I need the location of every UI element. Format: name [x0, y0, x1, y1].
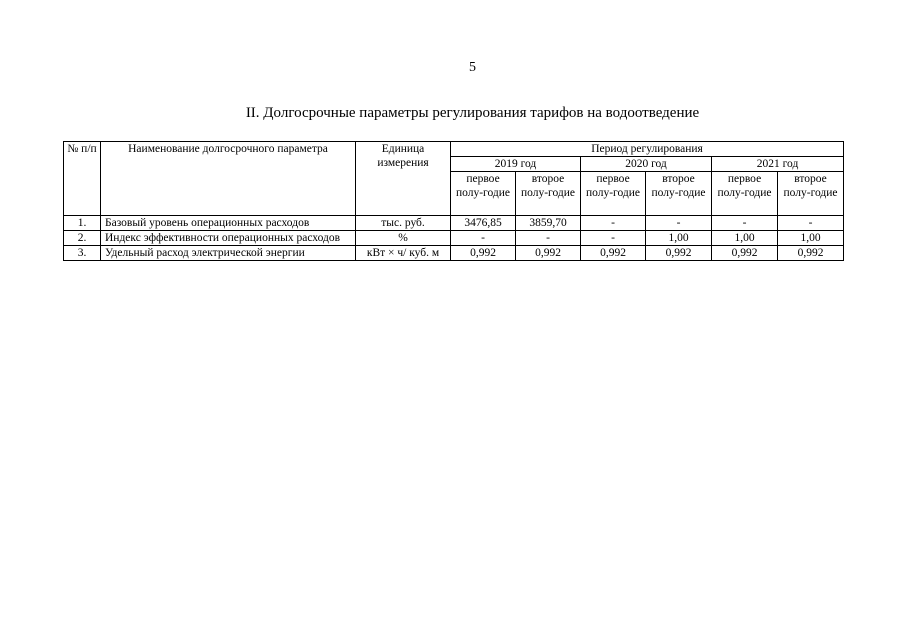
row-value: 0,992 — [581, 246, 646, 261]
header-year-2019: 2019 год — [451, 157, 581, 172]
row-num: 2. — [64, 231, 101, 246]
row-value: 0,992 — [516, 246, 581, 261]
header-half-second: второе полу-годие — [778, 172, 844, 216]
row-num: 3. — [64, 246, 101, 261]
table-row — [64, 216, 844, 231]
row-value: - — [451, 231, 516, 246]
header-half-second: второе полу-годие — [646, 172, 712, 216]
header-half-second: второе полу-годие — [516, 172, 581, 216]
header-name: Наименование долгосрочного параметра — [101, 142, 356, 216]
row-value: - — [712, 216, 778, 231]
header-row-1 — [64, 142, 844, 157]
header-period: Период регулирования — [451, 142, 844, 157]
row-value: - — [581, 216, 646, 231]
table-row — [64, 246, 844, 261]
row-value: 0,992 — [712, 246, 778, 261]
row-value: 0,992 — [646, 246, 712, 261]
header-num: № п/п — [64, 142, 101, 216]
row-value: - — [516, 231, 581, 246]
parameters-table — [63, 141, 844, 261]
header-year-2020: 2020 год — [581, 157, 712, 172]
page-number: 5 — [469, 60, 476, 75]
section-title: II. Долгосрочные параметры регулирования тарифов на водоотведение — [245, 105, 700, 121]
row-value: 3859,70 — [516, 216, 581, 231]
row-value: 0,992 — [451, 246, 516, 261]
row-value: - — [646, 216, 712, 231]
row-value: 1,00 — [712, 231, 778, 246]
row-value: 3476,85 — [451, 216, 516, 231]
header-year-2021: 2021 год — [712, 157, 844, 172]
header-half-first: первое полу-годие — [712, 172, 778, 216]
row-value: 1,00 — [778, 231, 844, 246]
table-row — [64, 231, 844, 246]
row-value: - — [581, 231, 646, 246]
row-value: 0,992 — [778, 246, 844, 261]
row-name: Индекс эффективности операционных расходов — [101, 231, 356, 246]
header-unit: Единица измерения — [356, 142, 451, 216]
row-unit: тыс. руб. — [356, 216, 451, 231]
row-value: 1,00 — [646, 231, 712, 246]
row-name: Базовый уровень операционных расходов — [101, 216, 356, 231]
row-name: Удельный расход электрической энергии — [101, 246, 356, 261]
header-half-first: первое полу-годие — [581, 172, 646, 216]
row-num: 1. — [64, 216, 101, 231]
header-half-first: первое полу-годие — [451, 172, 516, 216]
row-unit: кВт × ч/ куб. м — [356, 246, 451, 261]
row-value: - — [778, 216, 844, 231]
row-unit: % — [356, 231, 451, 246]
